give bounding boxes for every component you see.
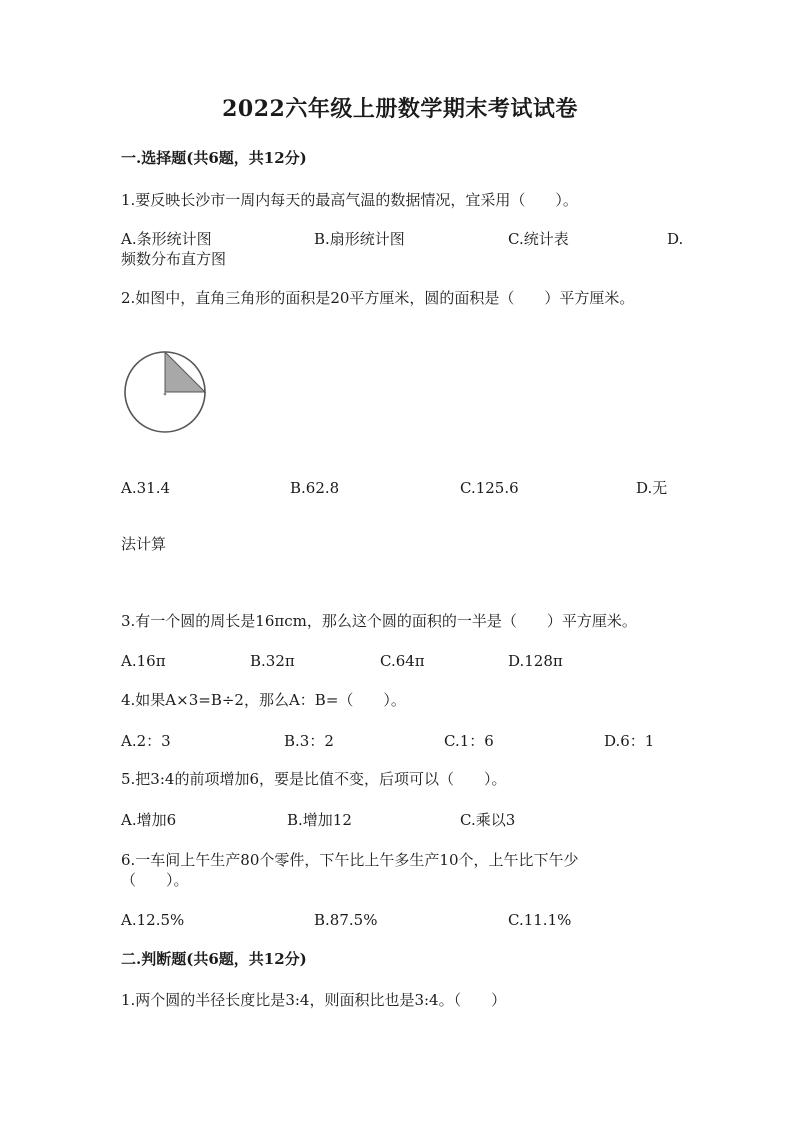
circle-triangle-figure xyxy=(118,345,212,443)
question-1-option-d-wrap: 频数分布直方图 xyxy=(121,250,227,268)
question-3-option-a[interactable]: A.16π xyxy=(121,652,166,670)
question-3-option-d[interactable]: D.128π xyxy=(508,652,563,670)
page-title: 2022六年级上册数学期末考试试卷 xyxy=(222,96,578,122)
question-1-option-b[interactable]: B.扇形统计图 xyxy=(314,230,405,248)
question-5-text: 5.把3:4的前项增加6，要是比值不变，后项可以（ ）。 xyxy=(121,770,507,788)
question-2-option-c[interactable]: C.125.6 xyxy=(460,479,519,497)
question-3-option-b[interactable]: B.32π xyxy=(250,652,295,670)
question-1-option-a[interactable]: A.条形统计图 xyxy=(121,230,212,248)
question-6-option-b[interactable]: B.87.5% xyxy=(314,911,378,929)
question-6-option-c[interactable]: C.11.1% xyxy=(508,911,572,929)
question-6-option-a[interactable]: A.12.5% xyxy=(121,911,185,929)
question-4-option-d[interactable]: D.6：1 xyxy=(604,732,655,750)
question-2-option-d-wrap: 法计算 xyxy=(121,535,167,553)
question-1-option-c[interactable]: C.统计表 xyxy=(508,230,569,248)
question-1-option-d[interactable]: D. xyxy=(667,230,684,248)
judgement-1-text: 1.两个圆的半径长度比是3:4，则面积比也是3:4。（ ） xyxy=(121,991,507,1009)
question-3-option-c[interactable]: C.64π xyxy=(380,652,425,670)
question-5-option-c[interactable]: C.乘以3 xyxy=(460,811,516,829)
circle-center-dot xyxy=(164,393,167,396)
question-1-text: 1.要反映长沙市一周内每天的最高气温的数据情况，宜采用（ ）。 xyxy=(121,191,578,209)
section-heading-judgement: 二.判断题(共6题，共12分) xyxy=(121,950,307,968)
question-5-option-b[interactable]: B.增加12 xyxy=(287,811,352,829)
question-6-text-line2: （ ）。 xyxy=(121,871,189,889)
question-6-text-line1: 6.一车间上午生产80个零件，下午比上午多生产10个，上午比下午少 xyxy=(121,851,579,869)
question-5-option-a[interactable]: A.增加6 xyxy=(121,811,177,829)
question-2-option-d[interactable]: D.无 xyxy=(636,479,668,497)
circle-figure-svg xyxy=(118,345,212,439)
question-4-option-c[interactable]: C.1：6 xyxy=(444,732,494,750)
question-3-text: 3.有一个圆的周长是16πcm，那么这个圆的面积的一半是（ ）平方厘米。 xyxy=(121,612,637,630)
question-2-option-a[interactable]: A.31.4 xyxy=(121,479,170,497)
question-4-option-a[interactable]: A.2：3 xyxy=(121,732,171,750)
question-4-text: 4.如果A×3=B÷2，那么A：B=（ ）。 xyxy=(121,691,406,709)
question-2-text: 2.如图中，直角三角形的面积是20平方厘米，圆的面积是（ ）平方厘米。 xyxy=(121,289,635,307)
section-heading-choice: 一.选择题(共6题，共12分) xyxy=(121,149,307,167)
question-2-option-b[interactable]: B.62.8 xyxy=(290,479,340,497)
question-4-option-b[interactable]: B.3：2 xyxy=(284,732,334,750)
